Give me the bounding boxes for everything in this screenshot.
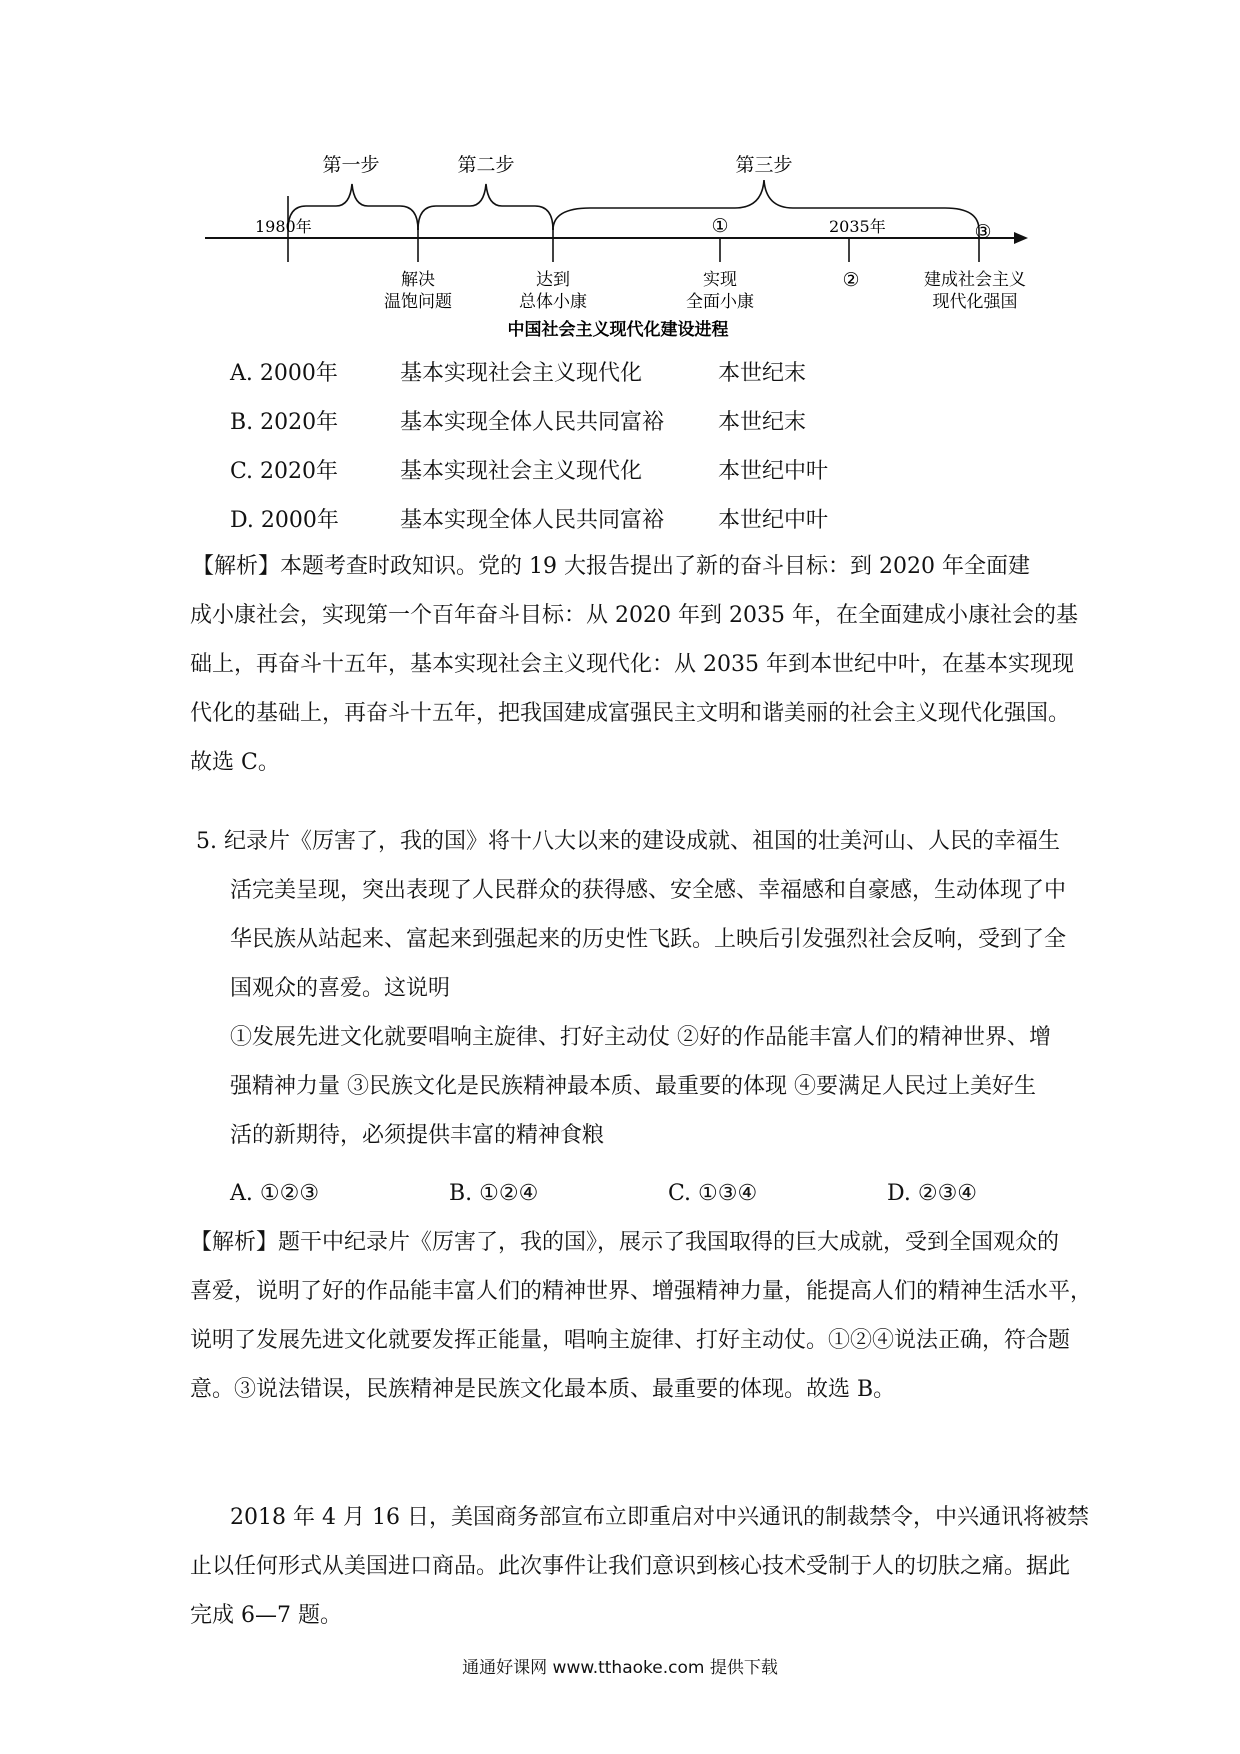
q4-option-b-goal: 基本实现全体人民共同富裕 xyxy=(400,410,665,435)
q5-option-a[interactable]: A. ①②③ xyxy=(230,1181,320,1206)
below-label-4a: 建成社会主义 xyxy=(924,270,1026,290)
q4-analysis-line-4: 代化的基础上，再奋斗十五年，把我国建成富强民主文明和谐美丽的社会主义现代化强国。 xyxy=(190,701,1071,726)
q4-option-a-time: 本世纪末 xyxy=(718,361,807,386)
below-label-1a: 解决 xyxy=(401,270,435,290)
material-passage xyxy=(190,1493,1089,1640)
q5-stem-line-7: 活的新期待，必须提供丰富的精神食粮 xyxy=(230,1123,605,1148)
timeline-arrowhead xyxy=(1014,232,1028,244)
step-label-2: 第二步 xyxy=(457,154,515,176)
brace-step-2 xyxy=(418,184,553,230)
q5-stem-line-5: ①发展先进文化就要唱响主旋律、打好主动仗 ②好的作品能丰富人们的精神世界、增 xyxy=(230,1025,1051,1050)
material-line-2: 止以任何形式从美国进口商品。此次事件让我们意识到核心技术受制于人的切肤之痛。据此 xyxy=(190,1554,1071,1579)
below-label-3a: 实现 xyxy=(703,270,737,290)
q5-stem-line-6: 强精神力量 ③民族文化是民族精神最本质、最重要的体现 ④要满足人民过上美好生 xyxy=(230,1074,1036,1099)
q4-option-a[interactable] xyxy=(230,356,1130,386)
year-label-2035: 2035年 xyxy=(829,217,886,236)
below-label-3b: 全面小康 xyxy=(686,292,754,312)
below-label-2a: 达到 xyxy=(536,270,570,290)
q5-option-c[interactable]: C. ①③④ xyxy=(668,1181,758,1206)
marker-2: ② xyxy=(842,269,860,291)
q4-option-c[interactable] xyxy=(230,454,1130,484)
brace-step-3 xyxy=(553,180,979,230)
q4-analysis-line-2: 成小康社会，实现第一个百年奋斗目标：从 2020 年到 2035 年，在全面建成小康社会的基 xyxy=(190,603,1078,628)
below-label-2b: 总体小康 xyxy=(519,292,587,312)
timeline-diagram xyxy=(0,0,1240,345)
q5-stem-line-1: 5. 纪录片《厉害了，我的国》将十八大以来的建设成就、祖国的壮美河山、人民的幸福生 xyxy=(196,829,1060,854)
q5-option-b[interactable]: B. ①②④ xyxy=(449,1181,539,1206)
below-label-4b: 现代化强国 xyxy=(932,292,1018,312)
year-label-1980: 1980年 xyxy=(255,217,312,236)
footer-credit: 通通好课网 www.tthaoke.com 提供下载 xyxy=(462,1658,778,1678)
q4-option-b[interactable] xyxy=(230,405,1130,435)
q4-option-d-time: 本世纪中叶 xyxy=(718,508,829,533)
material-line-1: 2018 年 4 月 16 日，美国商务部宣布立即重启对中兴通讯的制裁禁令，中兴通讯将被禁 xyxy=(230,1505,1089,1530)
q4-option-d-goal: 基本实现全体人民共同富裕 xyxy=(400,508,665,533)
q4-option-d-letter: D. 2000年 xyxy=(230,508,339,533)
q4-analysis xyxy=(190,542,1078,787)
marker-1: ① xyxy=(711,215,729,237)
q4-option-a-letter: A. 2000年 xyxy=(230,361,338,386)
material-line-3: 完成 6—7 题。 xyxy=(190,1603,342,1628)
q5-stem-line-3: 华民族从站起来、富起来到强起来的历史性飞跃。上映后引发强烈社会反响，受到了全 xyxy=(230,927,1067,952)
q4-option-c-time: 本世纪中叶 xyxy=(718,459,829,484)
q5-stem-line-2: 活完美呈现，突出表现了人民群众的获得感、安全感、幸福感和自豪感，生动体现了中 xyxy=(230,878,1067,903)
marker-3: ③ xyxy=(974,221,992,243)
q5-analysis-line-1: 【解析】题干中纪录片《厉害了，我的国》，展示了我国取得的巨大成就，受到全国观众的 xyxy=(190,1230,1060,1255)
q4-option-a-goal: 基本实现社会主义现代化 xyxy=(400,361,643,386)
timeline-caption: 中国社会主义现代化建设进程 xyxy=(507,320,729,340)
q4-analysis-line-5: 故选 C。 xyxy=(190,750,280,775)
q4-analysis-line-3: 础上，再奋斗十五年，基本实现社会主义现代化：从 2035 年到本世纪中叶，在基本实现现 xyxy=(190,652,1074,677)
q5-analysis xyxy=(190,1218,1092,1414)
step-label-1: 第一步 xyxy=(322,154,380,176)
below-label-1b: 温饱问题 xyxy=(384,292,452,312)
q5-stem xyxy=(196,817,1066,1160)
q4-option-c-letter: C. 2020年 xyxy=(230,459,339,484)
q4-option-b-time: 本世纪末 xyxy=(718,410,807,435)
q5-stem-line-4: 国观众的喜爱。这说明 xyxy=(230,976,451,1001)
q4-option-c-goal: 基本实现社会主义现代化 xyxy=(400,459,643,484)
q5-analysis-line-2: 喜爱，说明了好的作品能丰富人们的精神世界、增强精神力量，能提高人们的精神生活水平， xyxy=(190,1279,1093,1304)
q4-option-d[interactable] xyxy=(230,503,1130,533)
q4-analysis-line-1: 【解析】本题考查时政知识。党的 19 大报告提出了新的奋斗目标：到 2020 年全面建 xyxy=(192,554,1030,579)
q5-option-d[interactable]: D. ②③④ xyxy=(887,1181,978,1206)
q5-analysis-line-4: 意。③说法错误，民族精神是民族文化最本质、最重要的体现。故选 B。 xyxy=(190,1377,896,1402)
q4-option-b-letter: B. 2020年 xyxy=(230,410,339,435)
q5-analysis-line-3: 说明了发展先进文化就要发挥正能量，唱响主旋律、打好主动仗。①②④说法正确，符合题 xyxy=(190,1328,1071,1353)
step-label-3: 第三步 xyxy=(735,154,793,176)
